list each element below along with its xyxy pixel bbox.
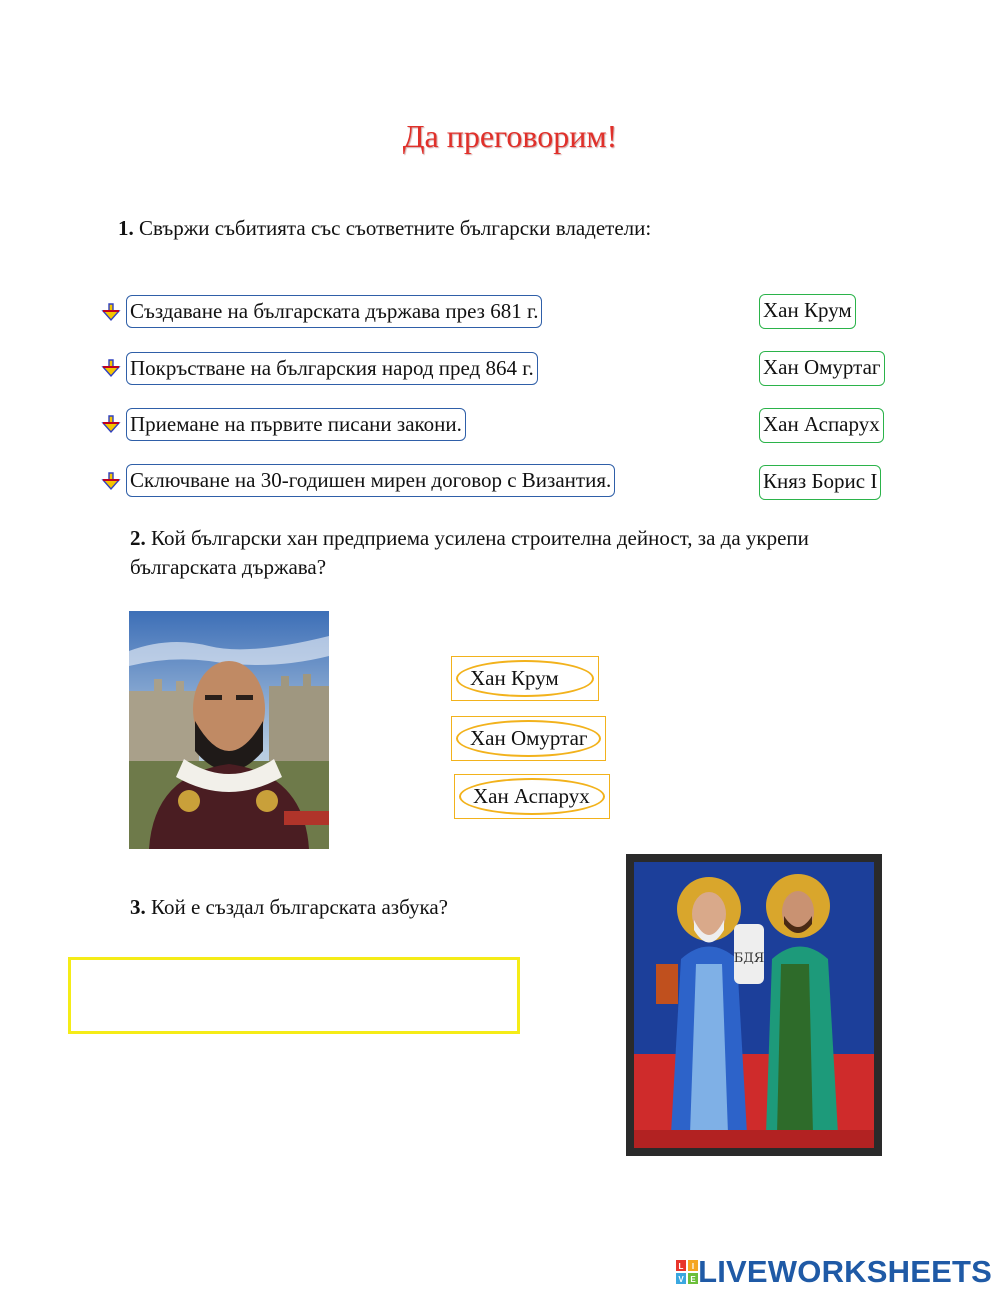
- question-1-text: Свържи събитията със съответните български владетели:: [139, 216, 652, 240]
- svg-text:V: V: [678, 1275, 684, 1284]
- scroll-letters: БДЯ: [733, 951, 765, 966]
- svg-text:I: I: [691, 1262, 695, 1271]
- saints-icon-image: [626, 854, 882, 1156]
- answer-input-box[interactable]: [68, 957, 520, 1034]
- question-3-number: 3.: [130, 895, 146, 919]
- answer-option[interactable]: [454, 774, 610, 819]
- liveworksheets-logo-icon: [676, 1260, 698, 1284]
- match-event-item[interactable]: Приемане на първите писани закони.: [126, 408, 466, 441]
- arrow-bullet-icon: [101, 358, 121, 378]
- answer-option[interactable]: [451, 716, 606, 761]
- page-title: Да преговорим!: [402, 118, 618, 154]
- match-ruler-item[interactable]: Хан Крум: [759, 294, 856, 329]
- question-2-number: 2.: [130, 526, 146, 550]
- liveworksheets-logo-text: LIVEWORKSHEETS: [698, 1254, 992, 1289]
- svg-text:E: E: [690, 1275, 696, 1284]
- match-ruler-item[interactable]: Хан Аспарух: [759, 408, 884, 443]
- question-2-text: Кой български хан предприема усилена строителна дейност, за да укрепи българската държава?: [130, 526, 809, 579]
- svg-text:L: L: [678, 1262, 684, 1271]
- match-event-item[interactable]: Създаване на българската държава през 681 г.: [126, 295, 542, 328]
- match-event-item[interactable]: Сключване на 30-годишен мирен договор с Византия.: [126, 464, 615, 497]
- question-3: [130, 893, 448, 922]
- arrow-bullet-icon: [101, 302, 121, 322]
- arrow-bullet-icon: [101, 414, 121, 434]
- match-event-item[interactable]: Покръстване на българския народ пред 864 г.: [126, 352, 538, 385]
- answer-option-label: Хан Омуртаг: [470, 726, 588, 750]
- question-1-number: 1.: [118, 216, 134, 240]
- arrow-bullet-icon: [101, 471, 121, 491]
- answer-option-label: Хан Аспарух: [473, 784, 590, 808]
- question-2: [130, 524, 900, 582]
- match-ruler-item[interactable]: Княз Борис I: [759, 465, 881, 500]
- match-ruler-item[interactable]: Хан Омуртаг: [759, 351, 885, 386]
- answer-option-label: Хан Крум: [470, 666, 559, 690]
- question-1: [118, 214, 651, 243]
- question-3-text: Кой е създал българската азбука?: [151, 895, 448, 919]
- liveworksheets-logo: [676, 1254, 992, 1290]
- answer-option[interactable]: [451, 656, 599, 701]
- khan-portrait-image: [129, 611, 329, 849]
